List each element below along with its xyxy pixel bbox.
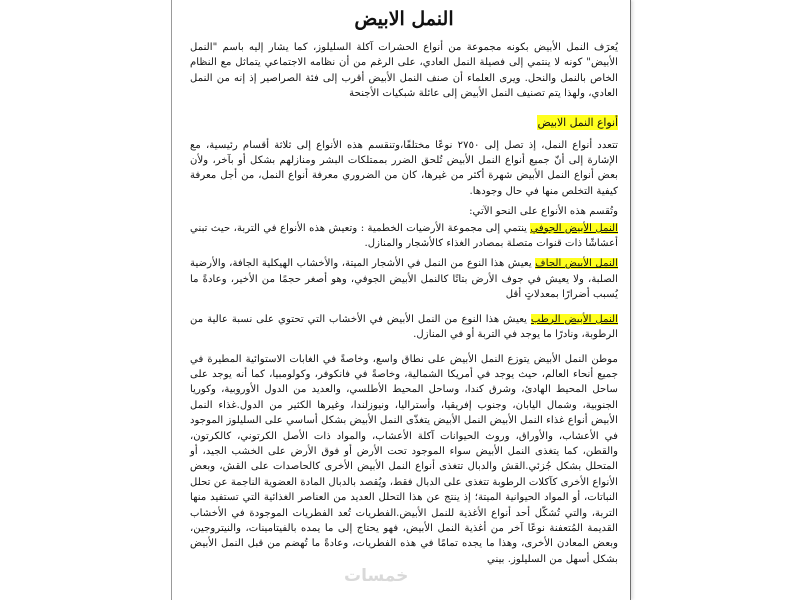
- type-subterranean-paragraph: [190, 221, 618, 252]
- type-drywood-label: النمل الأبيض الجاف: [535, 258, 618, 270]
- watermark-logo: خمسات: [344, 566, 409, 586]
- intro-paragraph: يُعرَف النمل الأبيض بكونه مجموعة من أنواع الحشرات آكلة السليلوز، كما يشار إليه باسم "النمل الأبيض" كونه لا ينتمي إلى فصيلة النمل العادي، على الرغم من أن نظامه الاجتماعي يتماثل مع النظام الخاص بالنمل والنحل. ويرى العلماء أن صنف النمل الأبيض أقرب إلى فئة الصراصير إذ إنه من النمل العادي، ولهذا يتم تصنيف النمل الأبيض إلى عائلة شبكيات الأجنحة: [190, 42, 618, 100]
- type-dampwood-text: يعيش هذا النوع من النمل الأبيض في الأخشاب التي تحتوي على نسبة عالية من الرطوبة، ونادرًا ما يوجد في التربة أو في المنازل.: [190, 313, 618, 341]
- types-lead-line: وتُقسم هذه الأنواع على النحو الآتي:: [469, 206, 618, 218]
- type-drywood-paragraph: [190, 256, 618, 302]
- type-subterranean-label: النمل الأبيض الجوفي: [530, 222, 618, 234]
- document-title: النمل الابيض: [354, 8, 454, 30]
- document-page: [171, 0, 631, 600]
- type-dampwood-paragraph: [190, 312, 618, 343]
- types-intro-paragraph: تتعدد أنواع النمل، إذ تصل إلى ٢٧٥٠ نوعًا مختلفًا،وتنقسم هذه الأنواع إلى ثلاثة أقسام رئيسية، مع الإشارة إلى أنّ جميع أنواع النمل الأبيض تُلحق الضرر بممتلكات البشر ومنازلهم بشكل أو بآخر، ولأن بعض أنواع النمل الأبيض شهرة أكثر من غيرها، كان من الضروري معرفة أنواع النمل، من أجل معرفة كيفية التخلص منها في حال وجودها.: [190, 139, 619, 197]
- types-heading: أنواع النمل الابيض: [537, 115, 618, 129]
- type-subterranean-text: ينتمي إلى مجموعة الأرضيات الخطمية : وتعيش هذه الأنواع في التربة، حيث تبني أعشاشًا ذات قنوات متصلة بمصادر الغذاء كالأشجار والمنازل.: [190, 222, 618, 250]
- habitat-diet-paragraph: موطن النمل الأبيض يتوزع النمل الأبيض على نطاق واسع، وخاصةً في الغابات الاستوائية المطيرة في جميع أنحاء العالم، حيث يوجد في أمريكا الشمالية، وخاصةً في فانكوفر، وكولومبيا، كما أنه يوجد على ساحل المحيط الهادئ، وشرق كندا، وساحل المحيط الأطلسي، والعديد من الدول الأوروبية، وكوريا الجنوبية، وشمال اليابان، وجنوب إفريقيا، وأستراليا، ونيوزلندا، وغيرها الكثير من الدول.غذاء النمل الأبيض أنواع غذاء النمل الأبيض النمل الأبيض يتغذّى النمل الأبيض بشكل أساسي على السليلوز الموجود في الأعشاب، والأوراق، وروث الحيوانات آكلة الأعشاب، والمواد ذات الأصل الكرتوني، كالكرتون، والقطن، كما يتغذى النمل الأبيض سواء الموجود تحت الأرض أو فوق الأرض على الخشب الجيد، أو المتحلل بشكل جُزئي.القش والدبال تتغذى أنواع النمل الأبيض الأخرى كالحاصدات على القش، وبعض الأنواع الأخرى كآكلات الرطوبة تتغذى على الدبال فقط، ويُقصد بالدبال المادة العضوية الناجمة عن تحلل النباتات، أو المواد الحيوانية الميتة؛ إذ ينتج عن هذا التحلل العديد من العناصر الغذائية التي تستفيد منها التربة، والتي تُشكّل أحد أنواع الأغذية للنمل الأبيض.الفطريات تُعد الفطريات الموجودة في الأخشاب القديمة المُتعفنة نوعًا آخر من أغذية النمل الأبيض، فهو يحتاج إلى ما يمده بالفيتامينات، والنيتروجين، وبعض المعادن الأخرى، وهذا ما يجده تمامًا في هذه الفطريات، وعادةً ما تُهضم من قبل النمل الأبيض بشكل أسهل من السليلوز. بيني: [190, 353, 618, 565]
- type-dampwood-label: النمل الأبيض الرطب: [530, 313, 618, 325]
- type-drywood-text: يعيش هذا النوع من النمل في الأشجار الميتة، والأخشاب الهيكلية الجافة، والأرضية الصلبة، ولا يعيش في جوف الأرض بتاتًا كالنمل الأبيض الجوفي، وهو أصغر حجمًا من الأخير، وعادةً ما يُسبب أضرارًا بمعدلاتٍ أقل: [190, 258, 618, 301]
- types-heading-row: [190, 111, 618, 138]
